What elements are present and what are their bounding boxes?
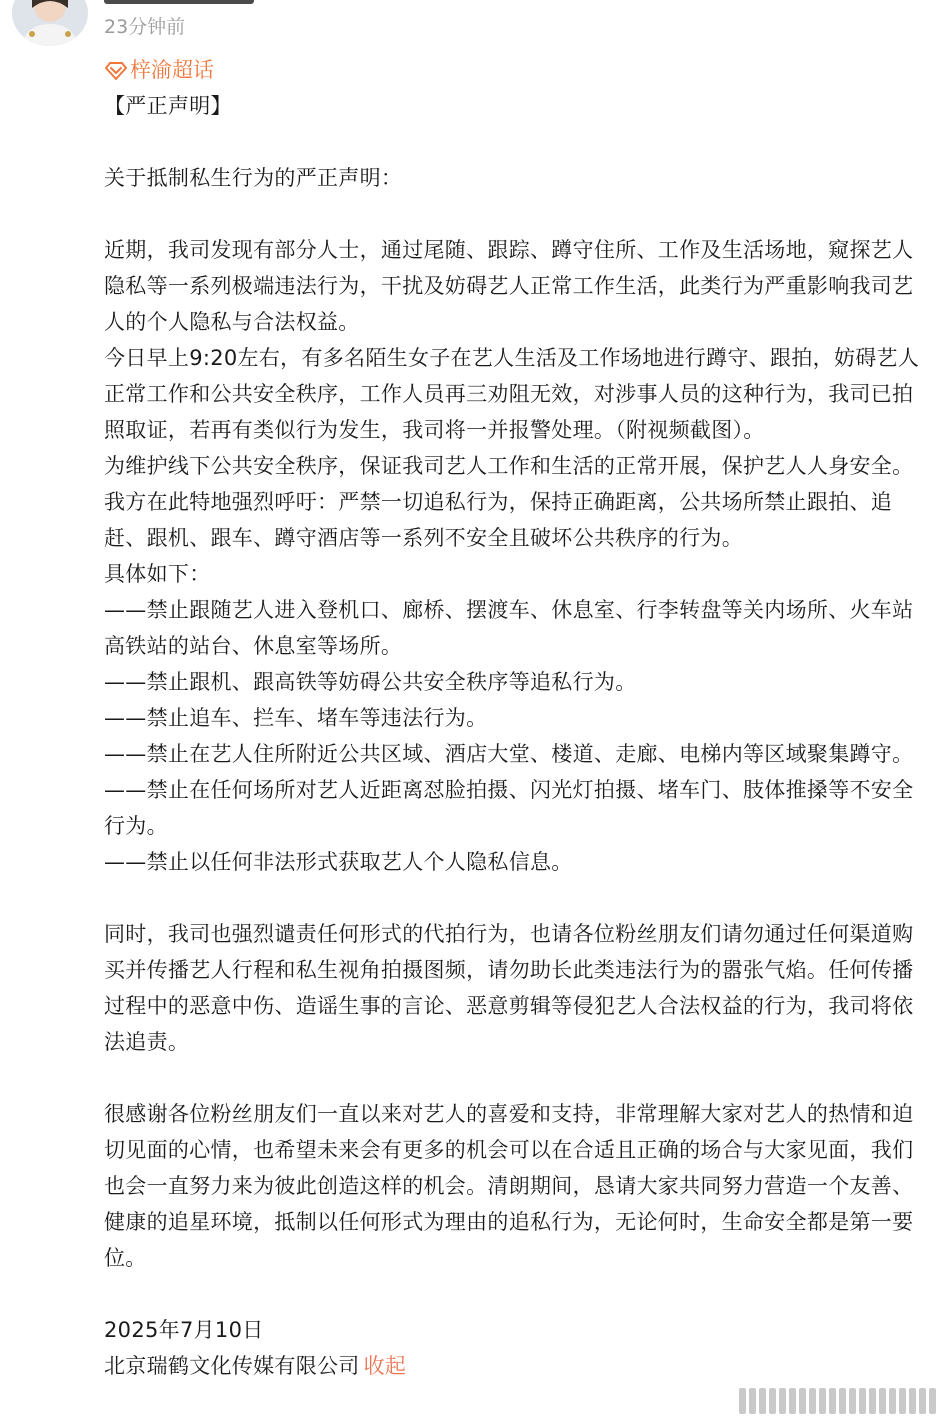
- signature-line: [104, 1348, 924, 1384]
- paragraph-thanks: 很感谢各位粉丝朋友们一直以来对艺人的喜爱和支持，非常理解大家对艺人的热情和迫切见面的心情，也希望未来会有更多的机会可以在合适且正确的场合与大家见面，我们也会一直努力来为彼此创造这样的机会。清朗期间，恳请大家共同努力营造一个友善、健康的追星环境，抵制以任何形式为理由的追私行为，无论何时，生命安全都是第一要位。: [104, 1102, 914, 1270]
- watermark-barcode: [739, 1388, 936, 1414]
- paragraph-condemn: 同时，我司也强烈谴责任何形式的代拍行为，也请各位粉丝朋友们请勿通过任何渠道购买并传播艺人行程和私生视角拍摄图频，请勿助长此类违法行为的嚣张气焰。任何传播过程中的恶意中伤、造谣生事的言论、恶意剪辑等侵犯艺人合法权益的行为，我司将依法追责。: [104, 922, 914, 1054]
- post-date: 2025年7月10日: [104, 1318, 264, 1342]
- rule-item: ——禁止追车、拦车、堵车等违法行为。: [104, 706, 488, 730]
- paragraph-incident: 今日早上9:20左右，有多名陌生女子在艺人生活及工作场地进行蹲守、跟拍，妨碍艺人正常工作和公共安全秩序，工作人员再三劝阻无效，对涉事人员的这种行为，我司已拍照取证，若再有类似行为发生，我司将一并报警处理。（附视频截图）。: [104, 346, 920, 442]
- diamond-icon: [104, 58, 128, 82]
- avatar[interactable]: [12, 0, 88, 46]
- company-name: 北京瑞鹤文化传媒有限公司: [104, 1354, 360, 1378]
- rule-item: ——禁止跟机、跟高铁等妨碍公共安全秩序等追私行为。: [104, 670, 637, 694]
- rule-item: ——禁止以任何非法形式获取艺人个人隐私信息。: [104, 850, 573, 874]
- rule-item: ——禁止在任何场所对艺人近距离怼脸拍摄、闪光灯拍摄、堵车门、肢体推搡等不安全行为。: [104, 778, 914, 838]
- rule-item: ——禁止跟随艺人进入登机口、廊桥、摆渡车、休息室、行李转盘等关内场所、火车站高铁站的站台、休息室等场所。: [104, 598, 914, 658]
- paragraph-appeal: 为维护线下公共安全秩序，保证我司艺人工作和生活的正常开展，保护艺人人身安全。我方在此特地强烈呼吁：严禁一切追私行为，保持正确距离，公共场所禁止跟拍、追赶、跟机、跟车、蹲守酒店等一系列不安全且破坏公共秩序的行为。: [104, 454, 914, 550]
- topic-link[interactable]: [104, 56, 214, 84]
- collapse-link[interactable]: 收起: [363, 1354, 407, 1378]
- avatar-image: [12, 0, 88, 46]
- post-title: 【严正声明】: [104, 94, 232, 118]
- rule-item: ——禁止在艺人住所附近公共区域、酒店大堂、楼道、走廊、电梯内等区域聚集蹲守。: [104, 742, 914, 766]
- username-redacted[interactable]: [104, 0, 254, 4]
- paragraph-intro: 近期，我司发现有部分人士，通过尾随、跟踪、蹲守住所、工作及生活场地，窥探艺人隐私等一系列极端违法行为，干扰及妨碍艺人正常工作生活，此类行为严重影响我司艺人的个人隐私与合法权益。: [104, 238, 914, 334]
- details-heading: 具体如下：: [104, 562, 211, 586]
- post-timestamp: 23分钟前: [104, 16, 186, 38]
- post-content: [104, 88, 924, 1384]
- post-header: [0, 0, 948, 60]
- topic-label[interactable]: 梓渝超话: [130, 58, 214, 82]
- post-subtitle: 关于抵制私生行为的严正声明：: [104, 166, 403, 190]
